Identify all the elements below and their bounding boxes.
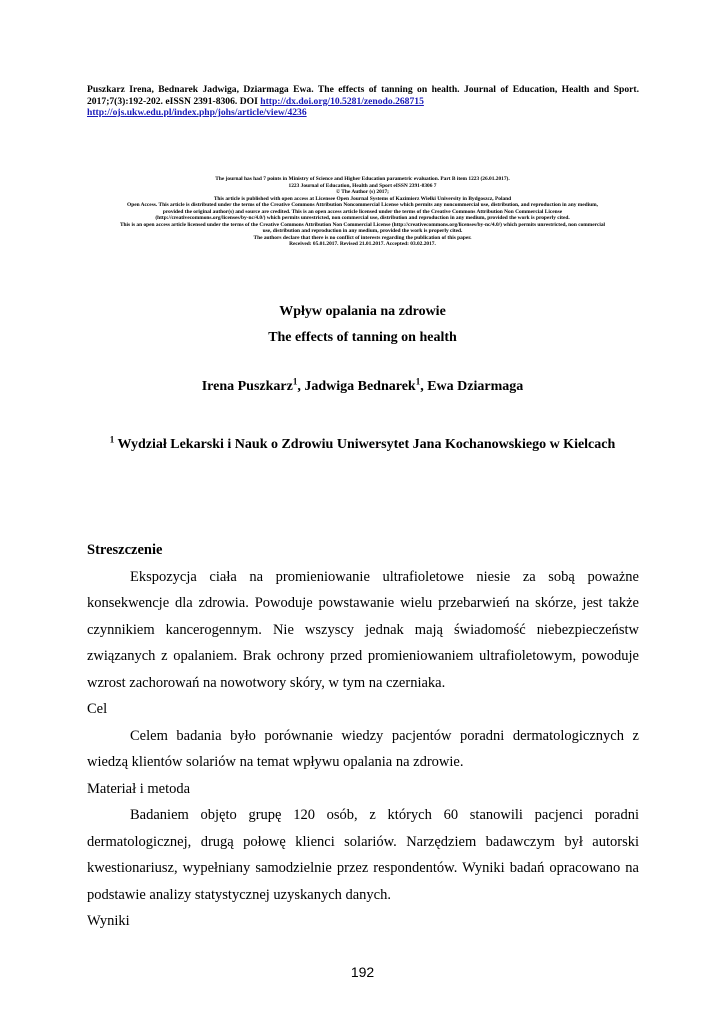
author-affiliation-marker: 1 xyxy=(415,376,421,387)
affiliation xyxy=(0,434,725,453)
page-number: 192 xyxy=(350,964,375,980)
author-name: Ewa Dziarmaga xyxy=(427,379,524,394)
section-label-material-metoda: Materiał i metoda xyxy=(87,780,191,797)
license-notice-line: Received: 05.01.2017. Revised 21.01.2017. Accepted: 03.02.2017. xyxy=(289,241,436,248)
title-english: The effects of tanning on health xyxy=(268,330,457,345)
section-label-wyniki: Wyniki xyxy=(87,913,130,929)
license-notice-line: The journal has had 7 points in Ministry of Science and Higher Education parametric evaluation. Part B item 1223 (26.01.2017). xyxy=(215,176,510,182)
abstract xyxy=(87,537,639,935)
citation-text: Puszkarz Irena, Bednarek Jadwiga, Dziarmaga Ewa. The effects of tanning on health. Journal of Education, Health and Sport. 2017;7(3):192-202. eISSN 2391-8306. DOI xyxy=(87,84,639,107)
doi-link[interactable]: http://dx.doi.org/10.5281/zenodo.268715 xyxy=(260,95,424,107)
author-list xyxy=(0,376,725,395)
paragraph-text: Ekspozycja ciała na promieniowanie ultrafioletowe niesie za sobą poważne konsekwencje dla zdrowia. Powoduje powstawanie wielu przebarwień na skórze, jest także czynnikiem kancerogennym. Nie wszyscy jednak mają świadomość niebezpieczeństw związanych z opalaniem. Brak ochrony przed promieniowaniem ultrafioletowym, powoduje wzrost zachorowań na nowotwory skóry, w tym na czerniaka. xyxy=(87,568,639,691)
article-url-link[interactable]: http://ojs.ukw.edu.pl/index.php/johs/article/view/4236 xyxy=(87,107,307,119)
license-notice-line: use, distribution and reproduction in any medium, provided the work is properly cited. xyxy=(262,228,463,235)
cel-paragraph xyxy=(87,723,639,776)
license-notice-line: This is an open access article licensed under the terms of the Creative Commons Attribution Non Commercial License (http://creativecommons.org/licenses/by-nc/4.0/) which permits unrestricted, non commercial xyxy=(119,221,606,228)
author-name: Jadwiga Bednarek xyxy=(304,379,416,394)
author-separator: , xyxy=(297,379,305,394)
license-notice-line: The authors declare that there is no conflict of interests regarding the publication of this paper. xyxy=(253,234,472,241)
section-label-cel: Cel xyxy=(87,701,108,717)
author-separator: , xyxy=(420,379,428,394)
license-notice-line: (http://creativecommons.org/licenses/by-nc/4.0/) which permits unrestricted, non commercial use, distribution and reproduction in any medium, provided the work is properly cited. xyxy=(155,215,570,222)
citation xyxy=(87,84,639,119)
license-notice-line: Open Access. This article is distributed under the terms of the Creative Commons Attribution Noncommercial License which permits any noncommercial use, distribution, and reproduction in any medium, xyxy=(127,202,598,209)
license-notice xyxy=(60,176,665,248)
affiliation-text: Wydział Lekarski i Nauk o Zdrowiu Uniwersytet Jana Kochanowskiego w Kielcach xyxy=(114,437,616,452)
author-name: Irena Puszkarz xyxy=(201,379,293,394)
metoda-paragraph xyxy=(87,802,639,908)
abstract-heading: Streszczenie xyxy=(87,542,163,558)
license-notice-line: © The Author (s) 2017; xyxy=(336,189,389,196)
title-polish: Wpływ opalania na zdrowie xyxy=(279,304,446,319)
license-notice-line: This article is published with open access at Licensee Open Journal Systems of Kazimierz Wielki University in Bydgoszcz, Poland xyxy=(213,195,512,202)
paragraph-text: Celem badania było porównanie wiedzy pacjentów poradni dermatologicznych z wiedzą klientów solariów na temat wpływu opalania na zdrowie. xyxy=(87,727,639,770)
affiliation-marker: 1 xyxy=(109,434,115,445)
license-notice-line: provided the original author(s) and source are credited. This is an open access article licensed under the terms of the Creative Commons Attribution Non Commercial License xyxy=(162,208,563,215)
paragraph-text: Badaniem objęto grupę 120 osób, z których 60 stanowili pacjenci poradni dermatologicznej, drugą połowę klienci solariów. Narzędziem badawczym był autorski kwestionariusz, wypełniany samodzielnie przez respondentów. Wyniki badań opracowano na podstawie analizy statystycznej uzyskanych danych. xyxy=(87,807,639,903)
license-notice-line: 1223 Journal of Education, Health and Sport eISSN 2391-8306 7 xyxy=(288,182,437,189)
abstract-intro-paragraph xyxy=(87,564,639,697)
author-affiliation-marker: 1 xyxy=(292,376,298,387)
